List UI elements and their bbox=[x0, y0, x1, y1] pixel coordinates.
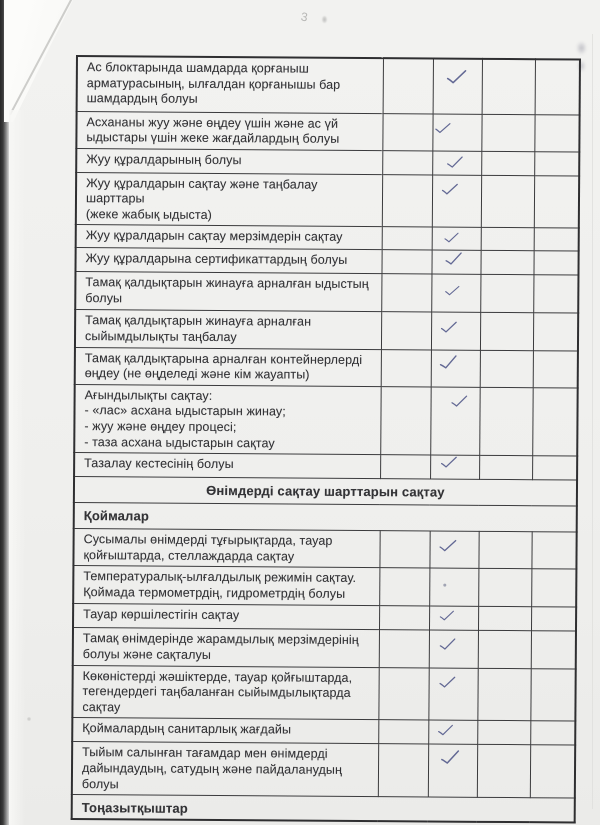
empty-cell bbox=[534, 114, 579, 152]
empty-cell bbox=[533, 350, 578, 388]
empty-cell bbox=[383, 58, 433, 113]
table-row bbox=[73, 604, 576, 632]
page-edge-highlight bbox=[9, 110, 25, 825]
empty-cell bbox=[381, 312, 431, 350]
table-row bbox=[75, 310, 578, 351]
empty-cell bbox=[477, 668, 530, 721]
empty-cell bbox=[480, 275, 533, 313]
check-cell bbox=[430, 455, 479, 479]
check-cell bbox=[429, 531, 478, 569]
row-label-cell: Тамақ қалдықтарына арналған контейнерлерді өңдеу (не өңделеді және кім жауапты) bbox=[75, 347, 381, 386]
table-row bbox=[76, 172, 579, 228]
empty-cell bbox=[481, 114, 534, 152]
row-label-cell: Жуу құралдарын сақтау мерзімдерін сақтау bbox=[76, 225, 382, 250]
row-label-cell: Сусымалы өнімдерді тұғырықтарда, тауар қойғыштарда, стеллаждарда сақтау bbox=[73, 529, 379, 568]
check-cell bbox=[428, 744, 477, 797]
checkmark-icon bbox=[434, 121, 451, 138]
empty-cell bbox=[534, 151, 579, 175]
empty-cell bbox=[381, 349, 431, 387]
empty-cell bbox=[480, 313, 533, 351]
empty-cell bbox=[379, 606, 429, 630]
row-label-cell: Тамақ қалдықтарын жинауға арналған сыйымдылықты таңбалау bbox=[75, 310, 381, 349]
empty-cell bbox=[382, 150, 432, 174]
table-row bbox=[76, 148, 579, 176]
empty-cell bbox=[378, 744, 428, 797]
checklist-body bbox=[72, 56, 580, 822]
empty-cell bbox=[380, 455, 430, 479]
empty-cell bbox=[535, 59, 580, 114]
row-label-cell: Асхананы жуу және өңдеу үшін және ас үй ыдыстары үшін жеке жағдайлардың болуы bbox=[76, 111, 382, 150]
row-label-cell: Тазалау кестесінің болуы bbox=[74, 453, 380, 479]
check-cell bbox=[433, 58, 482, 113]
check-cell bbox=[430, 387, 479, 456]
checkmark-icon bbox=[437, 353, 460, 375]
row-label-cell: Жуу құралдарына сертификаттардың болуы bbox=[75, 248, 381, 274]
table-row bbox=[76, 111, 579, 152]
empty-cell bbox=[530, 668, 575, 721]
table-row bbox=[72, 718, 575, 746]
check-cell bbox=[428, 720, 477, 744]
empty-cell bbox=[531, 631, 576, 669]
check-cell bbox=[432, 227, 481, 250]
table-row bbox=[73, 566, 576, 608]
row-label-cell: Тамақ өнімдерінде жарамдылық мерзімдерінің болуы және сақталуы bbox=[73, 628, 379, 667]
empty-cell bbox=[381, 274, 431, 312]
empty-cell bbox=[479, 456, 532, 480]
ink-dot bbox=[443, 584, 446, 587]
scan-right-line bbox=[592, 34, 593, 809]
check-cell bbox=[429, 630, 478, 668]
checkmark-icon bbox=[445, 154, 465, 172]
row-label-cell: Тамақ қалдықтарын жинауға арналған ыдыстың болуы bbox=[75, 272, 381, 312]
row-label-cell: Ас блоктарында шамдарда қорғаныш арматурасының, ылғалдан қорғанышы бар шамдардың болуы bbox=[77, 56, 383, 113]
section-header-cell: Өнімдерді сақтау шарттарын сақтау bbox=[74, 477, 577, 507]
empty-cell bbox=[481, 151, 534, 175]
table-row bbox=[74, 384, 577, 456]
empty-cell bbox=[379, 630, 429, 668]
table-row bbox=[72, 665, 575, 721]
check-cell bbox=[428, 668, 477, 721]
checkmark-icon bbox=[439, 455, 458, 473]
checkmark-icon bbox=[438, 675, 457, 693]
empty-cell bbox=[533, 251, 578, 275]
subsection-header-cell: Тоңазытқыштар bbox=[72, 795, 575, 823]
checkmark-icon bbox=[439, 321, 458, 339]
table-row bbox=[75, 272, 578, 314]
table-row bbox=[72, 795, 575, 823]
empty-cell bbox=[482, 59, 535, 114]
empty-cell bbox=[530, 745, 575, 798]
empty-cell bbox=[382, 174, 432, 227]
checkmark-icon bbox=[449, 394, 468, 412]
row-label-cell: Жуу құралдарын сақтау және таңбалау шарттары (жеке жабық ыдыста) bbox=[76, 172, 382, 227]
row-label-cell: Тыйым салынған тағамдар мен өнімдерді дайындаудың, сатудың және пайдаланудың болуы bbox=[72, 742, 378, 797]
check-cell bbox=[432, 175, 481, 228]
empty-cell bbox=[381, 250, 431, 274]
table-row bbox=[75, 248, 578, 276]
table-row bbox=[75, 347, 578, 388]
checkmark-icon bbox=[438, 610, 455, 627]
row-label-cell: Ағындылықты сақтау: - «лас» асхана ыдыстарын жинау; - жуу және өңдеу процесі; - таза асхана ыдыстарын сақтау bbox=[74, 384, 380, 455]
empty-cell bbox=[379, 568, 429, 606]
checkmark-icon bbox=[438, 637, 458, 655]
empty-cell bbox=[534, 228, 579, 251]
table-row bbox=[73, 529, 576, 570]
empty-cell bbox=[532, 388, 577, 457]
subsection-header-cell: Қоймалар bbox=[74, 503, 577, 533]
empty-cell bbox=[378, 667, 428, 720]
checkmark-icon bbox=[440, 182, 459, 199]
check-cell bbox=[431, 312, 480, 350]
pen-speck bbox=[322, 16, 327, 23]
empty-cell bbox=[382, 113, 432, 151]
row-label-cell: Көкөністерді жәшіктерде, тауар қойғыштарда, тегендердегі таңбаланған сыйымдылықтарда сақтау bbox=[72, 665, 378, 720]
table-row bbox=[77, 56, 580, 115]
empty-cell bbox=[531, 607, 576, 631]
empty-cell bbox=[479, 387, 532, 456]
row-label-cell: Қоймалардың санитарлық жағдайы bbox=[72, 718, 378, 744]
empty-cell bbox=[533, 275, 578, 313]
empty-cell bbox=[382, 227, 432, 250]
table-row bbox=[73, 628, 576, 669]
empty-cell bbox=[533, 313, 578, 351]
checkmark-icon bbox=[438, 749, 461, 770]
checklist-table bbox=[71, 55, 581, 823]
row-label-cell: Температуралық-ылғалдылық режимін сақтау. Қоймада термометрдің, гидрометрдің болуы bbox=[73, 566, 379, 606]
row-label-cell: Тауар көршілестігін сақтау bbox=[73, 604, 379, 630]
paper-speck bbox=[27, 717, 31, 721]
check-cell bbox=[429, 606, 478, 630]
empty-cell bbox=[481, 228, 534, 251]
empty-cell bbox=[478, 607, 531, 631]
empty-cell bbox=[478, 532, 531, 570]
empty-cell bbox=[378, 720, 428, 744]
empty-cell bbox=[531, 532, 576, 570]
table-row bbox=[74, 477, 577, 507]
checkmark-icon bbox=[444, 285, 460, 301]
checkmark-icon bbox=[443, 232, 460, 249]
empty-cell bbox=[480, 251, 533, 275]
empty-cell bbox=[532, 456, 577, 480]
page-number-mark: 3 bbox=[299, 9, 309, 25]
check-cell bbox=[432, 151, 481, 175]
check-cell bbox=[431, 350, 480, 388]
smudge-artifact bbox=[576, 41, 587, 55]
empty-cell bbox=[477, 745, 530, 798]
checklist-document bbox=[71, 55, 581, 823]
empty-cell bbox=[478, 569, 531, 607]
empty-cell bbox=[477, 721, 530, 745]
row-label-cell: Жуу құралдарының болуы bbox=[76, 148, 382, 174]
check-cell bbox=[429, 568, 478, 606]
empty-cell bbox=[379, 531, 429, 569]
checkmark-icon bbox=[445, 68, 468, 89]
check-cell bbox=[431, 274, 480, 312]
table-row bbox=[74, 503, 577, 533]
table-row bbox=[74, 453, 577, 481]
empty-cell bbox=[534, 175, 579, 228]
empty-cell bbox=[531, 569, 576, 607]
empty-cell bbox=[530, 721, 575, 745]
checkmark-icon bbox=[438, 538, 458, 556]
checkmark-icon bbox=[443, 251, 464, 271]
empty-cell bbox=[481, 175, 534, 228]
checkmark-icon bbox=[436, 723, 454, 741]
empty-cell bbox=[480, 350, 533, 388]
empty-cell bbox=[380, 386, 430, 455]
empty-cell bbox=[478, 631, 531, 669]
check-cell bbox=[431, 250, 480, 274]
table-row bbox=[72, 742, 575, 798]
check-cell bbox=[432, 113, 481, 151]
